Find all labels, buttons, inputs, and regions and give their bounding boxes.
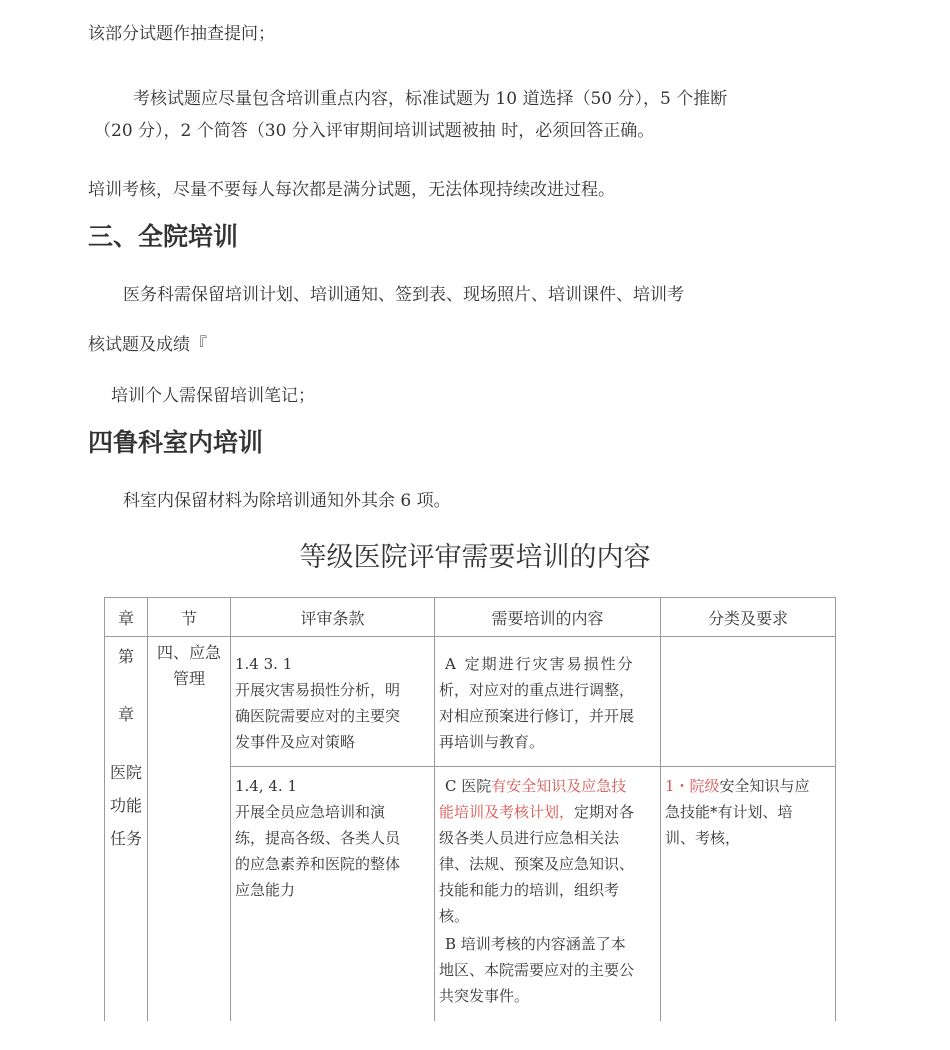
paragraph-personal-notes: 培训个人需保留培训笔记； bbox=[111, 386, 315, 406]
heading-department-training: 四鲁科室内培训 bbox=[88, 428, 264, 457]
category-cell bbox=[661, 767, 836, 1021]
clause-line: 1.4, 4. 1 bbox=[235, 777, 298, 795]
header-section: 节 bbox=[148, 598, 231, 637]
section-line: 管理 bbox=[172, 669, 205, 688]
chapter-line: 任务 bbox=[109, 829, 142, 848]
clause-line: 开展全员应急培训和演 bbox=[235, 803, 386, 821]
paragraph-exam-standard-line1: 考核试题应尽量包含培训重点内容，标准试题为 10 道选择（50 分），5 个推断 bbox=[133, 89, 728, 109]
section-line: 四、应急 bbox=[156, 643, 221, 662]
paragraph-no-full-scores: 培训考核，尽量不要每人每次都是满分试题，无法体现持续改进过程。 bbox=[88, 180, 615, 200]
table-title: 等级医院评审需要培训的内容 bbox=[299, 542, 651, 573]
content-cell bbox=[435, 637, 661, 767]
content-line: 对相应预案进行修订，并开展 bbox=[439, 707, 635, 725]
content-line: 共突发事件。 bbox=[439, 987, 530, 1005]
requirement-line: 训、考核， bbox=[665, 829, 741, 847]
highlight-text: 能培训及考核计划， bbox=[439, 803, 575, 821]
chapter-cell bbox=[105, 637, 148, 1021]
content-line: 地区、本院需要应对的主要公 bbox=[439, 961, 635, 979]
clause-line: 应急能力 bbox=[235, 881, 296, 899]
content-line: 析，对应对的重点进行调整， bbox=[439, 681, 635, 699]
table-header-row bbox=[105, 598, 836, 637]
training-content-table bbox=[104, 597, 836, 1021]
content-cell bbox=[435, 767, 661, 1021]
paragraph-medical-dept-line2: 核试题及成绩『 bbox=[88, 335, 207, 355]
content-line: 再培训与教育。 bbox=[439, 733, 545, 751]
paragraph-medical-dept-line1: 医务科需保留培训计划、培训通知、签到表、现场照片、培训课件、培训考 bbox=[123, 285, 684, 305]
clause-line: 发事件及应对策略 bbox=[235, 733, 356, 751]
requirement-text: 安全知识与应 bbox=[719, 777, 810, 795]
content-text: 定期对各 bbox=[574, 803, 635, 821]
requirement-line bbox=[665, 773, 832, 799]
paragraph-exam-standard-line2: （20 分），2 个简答（30 分入评审期间培训试题被抽 时，必须回答正确。 bbox=[94, 121, 655, 141]
header-training-content: 需要培训的内容 bbox=[435, 598, 661, 637]
clause-line: 开展灾害易损性分析，明 bbox=[235, 681, 401, 699]
content-line: A 定期进行灾害易损性分 bbox=[445, 655, 635, 673]
highlight-text: 有安全知识及应急技 bbox=[491, 777, 627, 795]
clause-line: 确医院需要应对的主要突 bbox=[235, 707, 401, 725]
heading-hospital-training: 三、全院培训 bbox=[88, 222, 239, 251]
chapter-line: 第 bbox=[117, 647, 134, 666]
clause-line: 的应急素养和医院的整体 bbox=[235, 855, 401, 873]
header-clause: 评审条款 bbox=[231, 598, 435, 637]
section-cell bbox=[148, 637, 231, 1021]
header-category: 分类及要求 bbox=[661, 598, 836, 637]
content-line: B 培训考核的内容涵盖了本 bbox=[445, 935, 626, 953]
header-chapter: 章 bbox=[105, 598, 148, 637]
chapter-line: 功能 bbox=[109, 796, 142, 815]
requirement-level: 1・院级 bbox=[665, 777, 720, 795]
clause-line: 练，提高各级、各类人员 bbox=[235, 829, 401, 847]
table-row bbox=[105, 637, 836, 767]
category-cell bbox=[661, 637, 836, 767]
chapter-line: 章 bbox=[117, 705, 134, 724]
clause-line: 1.4 3. 1 bbox=[235, 655, 293, 673]
requirement-line: 急技能*有计划、培 bbox=[665, 803, 793, 821]
paragraph-department-materials: 科室内保留材料为除培训通知外其余 6 项。 bbox=[123, 491, 451, 511]
content-line: 律、法规、预案及应急知识、 bbox=[439, 855, 635, 873]
clause-cell bbox=[231, 767, 435, 1021]
content-line bbox=[439, 773, 657, 799]
content-line: 级各类人员进行应急相关法 bbox=[439, 829, 620, 847]
chapter-line: 医院 bbox=[109, 763, 142, 782]
content-line: 核。 bbox=[439, 907, 470, 925]
content-line: 技能和能力的培训，组织考 bbox=[439, 881, 620, 899]
paragraph-exam-spot-check: 该部分试题作抽查提问； bbox=[88, 24, 275, 44]
clause-cell bbox=[231, 637, 435, 767]
content-prefix: C 医院 bbox=[445, 777, 492, 795]
content-line bbox=[439, 799, 657, 825]
